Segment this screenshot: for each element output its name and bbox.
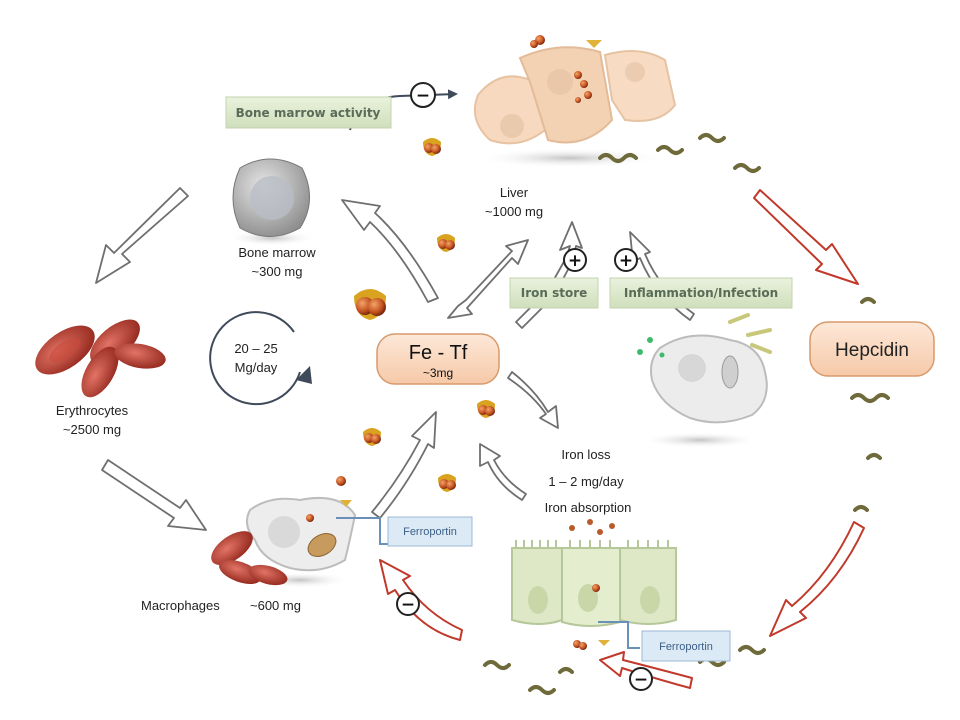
- minus-sign-enterocyte-label: −: [633, 670, 649, 690]
- erythrocytes-amount: ~2500 mg: [62, 422, 122, 437]
- cycle-rate-line2: Mg/day: [234, 360, 278, 375]
- liver-label: Liver: [499, 185, 529, 200]
- minus-sign-top-label: −: [415, 86, 431, 106]
- plus-sign-iron-store: [564, 249, 586, 271]
- bone-marrow-activity-label: Bone marrow activity: [235, 106, 381, 120]
- erythrocytes-illustration: [27, 311, 168, 403]
- iron-store-label: Iron store: [520, 286, 588, 300]
- ferroportin-enterocyte-label: Ferroportin: [659, 641, 713, 653]
- iron-absorption-label: Iron absorption: [544, 500, 632, 515]
- minus-sign-enterocyte: [630, 668, 652, 690]
- ferroportin-enterocyte-box: [642, 631, 730, 661]
- macrophages-amount: ~600 mg: [250, 598, 301, 613]
- iron-turnover-cycle: [210, 312, 312, 404]
- fe-tf-name: Fe - Tf: [408, 342, 468, 364]
- ferroportin-macrophage-box: [388, 517, 472, 546]
- iron-loss-rate: 1 – 2 mg/day: [548, 474, 624, 489]
- cycle-rate-line1: 20 – 25: [234, 341, 278, 356]
- plus-sign-iron-store-label: +: [567, 251, 583, 271]
- ferroportin-macrophage-label: Ferroportin: [403, 526, 457, 538]
- inflammatory-cell-illustration: [637, 315, 770, 448]
- inflammation-label: Inflammation/Infection: [623, 286, 779, 300]
- plus-sign-inflammation-label: +: [618, 251, 634, 271]
- bone-marrow-label: Bone marrow: [238, 245, 316, 260]
- inflammation-box: [610, 278, 792, 308]
- iron-loss-label: Iron loss: [561, 447, 611, 462]
- minus-sign-macrophage: [397, 593, 419, 615]
- bone-marrow-activity-box: [226, 97, 391, 128]
- hepcidin-name: Hepcidin: [835, 340, 909, 361]
- plus-sign-inflammation: [615, 249, 637, 271]
- fe-tf-amount: ~3mg: [422, 366, 454, 380]
- iron-store-box: [510, 278, 598, 308]
- liver-cells-illustration: [475, 35, 675, 168]
- hepcidin-node: [810, 322, 934, 376]
- minus-sign-macrophage-label: −: [400, 595, 416, 615]
- bone-marrow-amount: ~300 mg: [251, 264, 303, 279]
- macrophages-label: Macrophages: [141, 598, 220, 613]
- enterocytes-illustration: [512, 519, 676, 626]
- erythrocytes-label: Erythrocytes: [55, 403, 129, 418]
- minus-sign-top: [411, 83, 435, 107]
- bone-marrow-cell: [227, 159, 317, 246]
- fe-tf-node: [377, 334, 499, 384]
- liver-amount: ~1000 mg: [484, 204, 544, 219]
- macrophage-illustration: [205, 498, 355, 589]
